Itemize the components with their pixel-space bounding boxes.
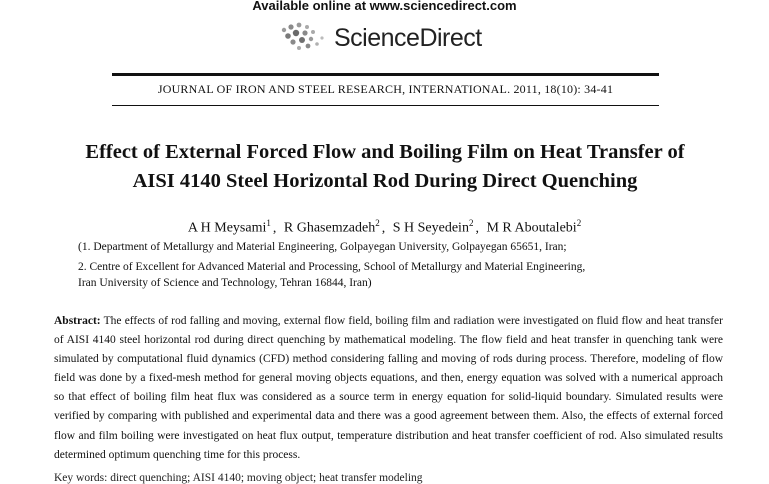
abstract	[54, 312, 723, 465]
author-affiliation-mark: 1	[266, 218, 271, 228]
sciencedirect-dots-icon	[278, 18, 332, 58]
header-rule-top	[112, 73, 659, 76]
affiliation-1: (1. Department of Metallurgy and Material Engineering, Golpayegan University, Golpayegan 65651, Iran;	[78, 241, 567, 253]
availability-notice: Available online at www.sciencedirect.com	[252, 0, 517, 13]
author-name: S H Seyedein	[392, 220, 469, 236]
paper-title	[20, 138, 750, 196]
publisher-brand	[278, 18, 482, 58]
abstract-body: The effects of rod falling and moving, external flow field, boiling film and radiation were investigated on fluid flow and heat transfer of AISI 4140 steel horizontal rod during direct quenching by mathematical modeling. The flow field and heat transfer in quenching tank were simulated by computational fluid dynamics (CFD) method considering falling and moving of rods during process. Therefore, modeling of flow field was done by a fixed-mesh method for general moving objects equations, and then, energy equation was solved with a numerical approach so that effect of boiling film heat flux was considered as a source term in energy equation for solid-liquid boundary. Simulated results were verified by comparing with published and experimental data and there was a good agreement between them. Also, the effects of external forced flow and film boiling were investigated on heat flux output, temperature distribution and heat transfer coefficient of rod. Also simulated results determined optimum quenching time for this process.	[54, 315, 723, 461]
journal-citation: JOURNAL OF IRON AND STEEL RESEARCH, INTERNATIONAL. 2011, 18(10): 34-41	[157, 82, 614, 96]
title-line-1: Effect of External Forced Flow and Boiling Film on Heat Transfer of	[85, 141, 685, 163]
affiliation-2-line-1: 2. Centre of Excellent for Advanced Material and Processing, School of Metallurgy and Material Engineering,	[78, 261, 586, 273]
keywords-partial: Key words: direct quenching; AISI 4140; moving object; heat transfer modeling	[54, 472, 423, 484]
title-line-2: AISI 4140 Steel Horizontal Rod During Direct Quenching	[132, 170, 638, 192]
affiliation-2-line-2: Iran University of Science and Technology, Tehran 16844, Iran)	[78, 277, 372, 289]
author-name: R Ghasemzadeh	[283, 220, 376, 236]
author-affiliation-mark: 2	[576, 218, 582, 228]
header-rule-bottom	[112, 105, 659, 106]
brand-name: ScienceDirect	[334, 23, 482, 52]
abstract-label: Abstract:	[54, 315, 101, 327]
author-affiliation-mark: 2	[375, 218, 380, 228]
author-name: A H Meysami	[187, 220, 267, 236]
author-list: A H Meysami$^1$ , R Ghasemzadeh$^2$ , S H Seyedein$^2$ , M R Aboutalebi$^2$	[187, 218, 582, 236]
author-name: M R Aboutalebi	[486, 220, 577, 236]
author-affiliation-mark: 2	[468, 218, 474, 228]
